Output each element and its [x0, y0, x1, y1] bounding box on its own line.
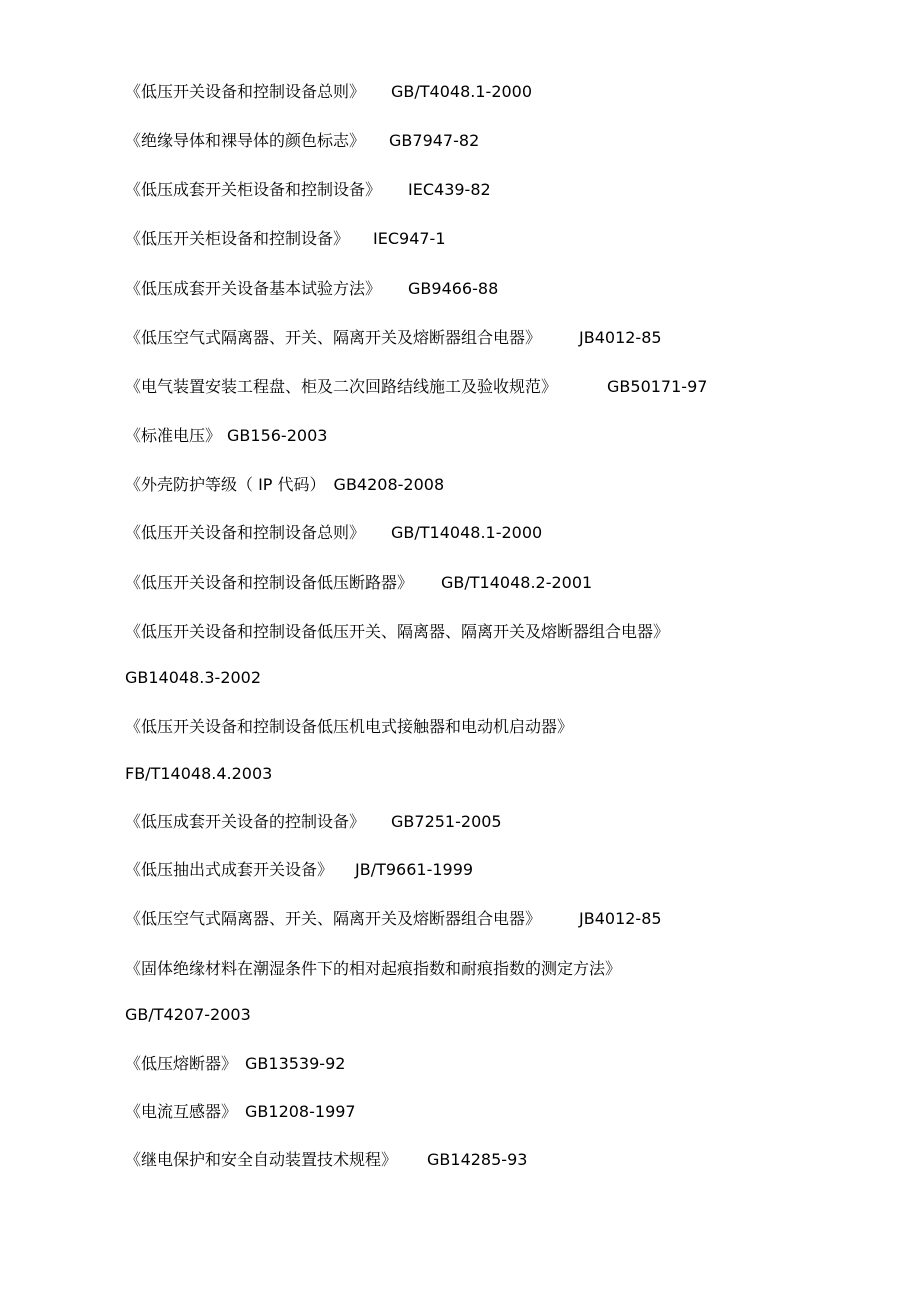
standard-title: 《低压开关柜设备和控制设备》	[125, 229, 350, 248]
standard-line	[125, 377, 707, 397]
standard-title: 《电流互感器》	[125, 1102, 238, 1121]
standard-title: 《绝缘导体和裸导体的颜色标志》	[125, 131, 366, 150]
standard-code: GB7251-2005	[391, 812, 502, 831]
standard-code-line	[125, 764, 272, 784]
standard-code: GB/T14048.1-2000	[391, 523, 543, 542]
standard-code-line	[125, 668, 261, 688]
standard-line	[125, 279, 498, 299]
standard-title: 《低压熔断器》	[125, 1054, 238, 1073]
standard-code: GB1208-1997	[245, 1102, 356, 1121]
standard-line	[125, 523, 542, 543]
standard-title: 《低压开关设备和控制设备总则》	[125, 523, 366, 542]
standard-title: 《低压成套开关设备基本试验方法》	[125, 279, 382, 298]
standard-code: IEC947-1	[373, 229, 446, 248]
standard-title: 《低压空气式隔离器、开关、隔离开关及熔断器组合电器》	[125, 328, 542, 347]
standard-line	[125, 229, 446, 249]
standard-title: 《低压成套开关柜设备和控制设备》	[125, 180, 382, 199]
standard-code: FB/T14048.4.2003	[125, 764, 273, 783]
standard-title: 《低压开关设备和控制设备低压开关、隔离器、隔离开关及熔断器组合电器》	[125, 622, 670, 641]
standard-code-line	[125, 1005, 251, 1025]
standard-title: 《外壳防护等级（ IP 代码）	[125, 475, 326, 494]
standard-code: JB/T9661-1999	[355, 860, 474, 879]
standard-title: 《低压抽出式成套开关设备》	[125, 860, 334, 879]
standard-line	[125, 180, 491, 200]
standard-title: 《电气装置安装工程盘、柜及二次回路结线施工及验收规范》	[125, 377, 558, 396]
standard-title: 《继电保护和安全自动装置技术规程》	[125, 1150, 398, 1169]
standard-title: 《低压空气式隔离器、开关、隔离开关及熔断器组合电器》	[125, 909, 542, 928]
standard-line	[125, 959, 621, 979]
standard-code: IEC439-82	[408, 180, 491, 199]
standard-code: GB14285-93	[427, 1150, 528, 1169]
standard-title: 《低压开关设备和控制设备低压断路器》	[125, 573, 414, 592]
standard-title: 《标准电压》	[125, 426, 222, 445]
standard-line	[125, 860, 473, 880]
standard-code: GB156-2003	[227, 426, 328, 445]
standard-line	[125, 573, 592, 593]
standard-code: GB50171-97	[607, 377, 708, 396]
standard-line	[125, 1102, 356, 1122]
standard-line	[125, 909, 662, 929]
standard-code: GB13539-92	[245, 1054, 346, 1073]
standard-line	[125, 328, 662, 348]
standard-title: 《低压开关设备和控制设备低压机电式接触器和电动机启动器》	[125, 717, 574, 736]
standard-code: GB/T4048.1-2000	[391, 82, 533, 101]
standard-code: JB4012-85	[579, 909, 662, 928]
standard-code: JB4012-85	[579, 328, 662, 347]
standard-code: GB/T4207-2003	[125, 1005, 251, 1024]
standard-title: 《低压开关设备和控制设备总则》	[125, 82, 366, 101]
standard-title: 《低压成套开关设备的控制设备》	[125, 812, 366, 831]
standard-code: GB14048.3-2002	[125, 668, 262, 687]
standard-code: GB4208-2008	[333, 475, 445, 494]
standard-code: GB9466-88	[408, 279, 499, 298]
standard-code: GB/T14048.2-2001	[441, 573, 593, 592]
standard-line	[125, 82, 532, 102]
standard-line	[125, 131, 479, 151]
standard-line	[125, 1150, 527, 1170]
standard-title: 《固体绝缘材料在潮湿条件下的相对起痕指数和耐痕指数的测定方法》	[125, 959, 622, 978]
standard-line	[125, 475, 444, 495]
standard-line	[125, 1054, 345, 1074]
standard-line	[125, 717, 573, 737]
standard-line	[125, 426, 327, 446]
standard-line	[125, 812, 502, 832]
standard-code: GB7947-82	[389, 131, 480, 150]
standard-line	[125, 622, 669, 642]
